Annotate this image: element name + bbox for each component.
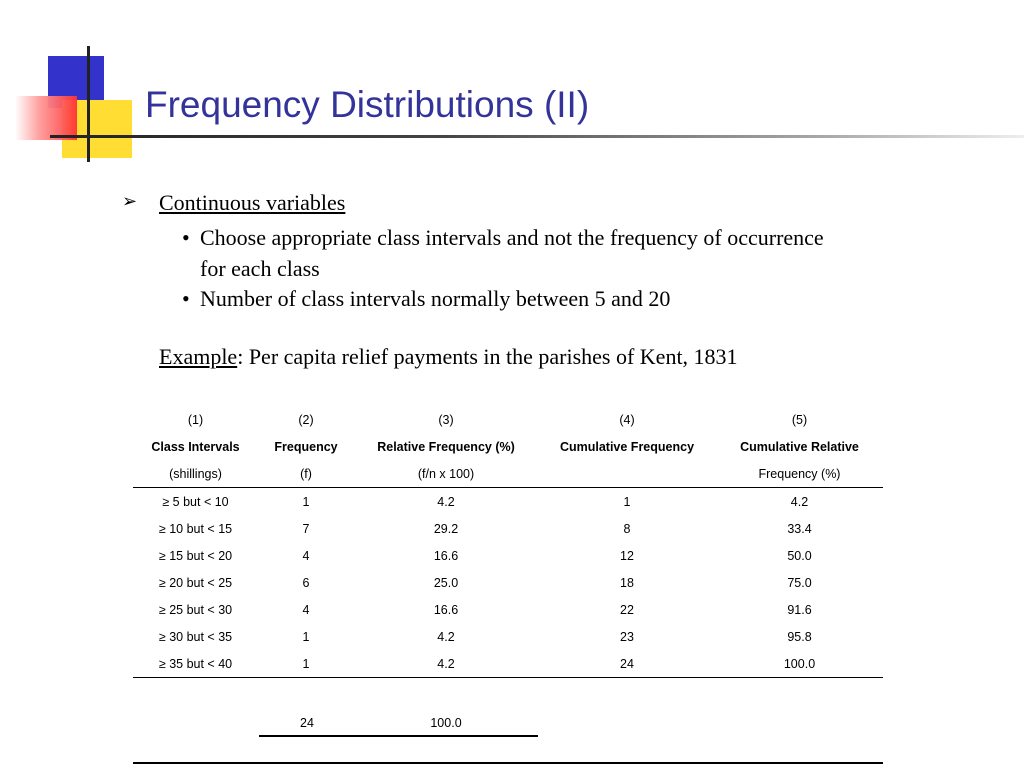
header-cell: Frequency	[274, 439, 338, 454]
header-row-units	[133, 460, 883, 488]
header-cell: (shillings)	[133, 460, 258, 488]
table-cell: 50.0	[787, 548, 812, 563]
table-row	[133, 650, 883, 678]
table-bottom-rule	[133, 762, 883, 764]
table-row	[133, 488, 883, 516]
bullet-dot-icon: •	[182, 286, 190, 311]
header-cell: (1)	[187, 412, 204, 427]
table-row	[133, 623, 883, 650]
header-cell: Relative Frequency (%)	[377, 439, 515, 454]
header-cell	[538, 460, 716, 488]
example-caption	[159, 344, 738, 370]
arrow-bullet-icon: ➢	[122, 191, 138, 211]
table-cell: 95.8	[787, 629, 812, 644]
header-cell: (2)	[298, 412, 314, 427]
table-cell: ≥ 5 but < 10	[162, 494, 229, 509]
header-cell: Cumulative Frequency	[559, 439, 695, 454]
sub-bullet-line: Number of class intervals normally between 5 and 20	[200, 286, 671, 311]
table-cell: 4.2	[790, 494, 809, 509]
slide-title: Frequency Distributions (II)	[145, 84, 590, 125]
table-cell: 4	[302, 602, 310, 617]
table-cell: ≥ 15 but < 20	[158, 548, 233, 563]
header-cell: (f)	[258, 460, 354, 488]
example-text: : Per capita relief payments in the parishes of Kent, 1831	[237, 344, 738, 369]
table-cell: 1	[302, 494, 310, 509]
total-relative-frequency: 100.0	[430, 716, 462, 730]
totals-rule	[259, 735, 538, 737]
header-cell: (3)	[438, 412, 454, 427]
table-cell: ≥ 35 but < 40	[133, 650, 258, 678]
header-cell: Frequency (%)	[716, 460, 883, 488]
header-cell: Class Intervals	[151, 439, 240, 454]
table-cell: 29.2	[433, 521, 459, 536]
table-cell: ≥ 20 but < 25	[158, 575, 233, 590]
sub-bullet-class-intervals	[182, 222, 942, 284]
table-cell: 75.0	[787, 575, 812, 590]
table-cell: 24	[538, 650, 716, 678]
table-cell: 16.6	[433, 602, 459, 617]
table-row	[133, 542, 883, 569]
title-underline	[50, 135, 1024, 138]
table-cell: 4.2	[437, 629, 455, 644]
table-cell: 1	[302, 629, 310, 644]
sub-bullet-line: Choose appropriate class intervals and not the frequency of occurrence	[200, 225, 824, 250]
table-cell: 6	[302, 575, 310, 590]
table-cell: 12	[620, 548, 634, 563]
table-cell: ≥ 10 but < 15	[158, 521, 233, 536]
table-cell: 4.2	[354, 650, 538, 678]
table-cell: 91.6	[787, 602, 812, 617]
table-row	[133, 596, 883, 623]
table-row	[133, 569, 883, 596]
example-label: Example	[159, 344, 238, 369]
header-cell: (f/n x 100)	[354, 460, 538, 488]
table-cell: 23	[620, 629, 634, 644]
table-cell: ≥ 25 but < 30	[158, 602, 233, 617]
sub-bullet-number-of-intervals	[182, 283, 942, 314]
table-cell: 100.0	[716, 650, 883, 678]
table-cell: 16.6	[433, 548, 459, 563]
bullet-dot-icon: •	[182, 225, 190, 250]
table-cell: 7	[302, 521, 310, 536]
table-cell: 4	[302, 548, 310, 563]
header-row-numbers	[133, 406, 883, 433]
table-cell: ≥ 30 but < 35	[158, 629, 233, 644]
header-cell: Cumulative Relative	[740, 439, 859, 454]
table-row	[133, 515, 883, 542]
table-cell: 22	[620, 602, 634, 617]
continuous-variables-heading: Continuous variables	[159, 190, 346, 215]
table-cell: 18	[620, 575, 634, 590]
decor-red-square	[15, 96, 77, 140]
frequency-table	[133, 406, 883, 678]
header-row-names	[133, 433, 883, 460]
table-cell: 25.0	[433, 575, 459, 590]
table-cell: 1	[258, 650, 354, 678]
header-cell: (4)	[619, 412, 635, 427]
table-cell: 33.4	[787, 521, 812, 536]
table-cell: 8	[623, 521, 631, 536]
decor-vertical-line	[87, 46, 90, 162]
header-cell: (5)	[791, 412, 808, 427]
table-cell: 1	[623, 494, 631, 509]
total-frequency: 24	[300, 716, 314, 730]
table-cell: 4.2	[437, 494, 455, 509]
sub-bullet-line: for each class	[200, 256, 320, 281]
